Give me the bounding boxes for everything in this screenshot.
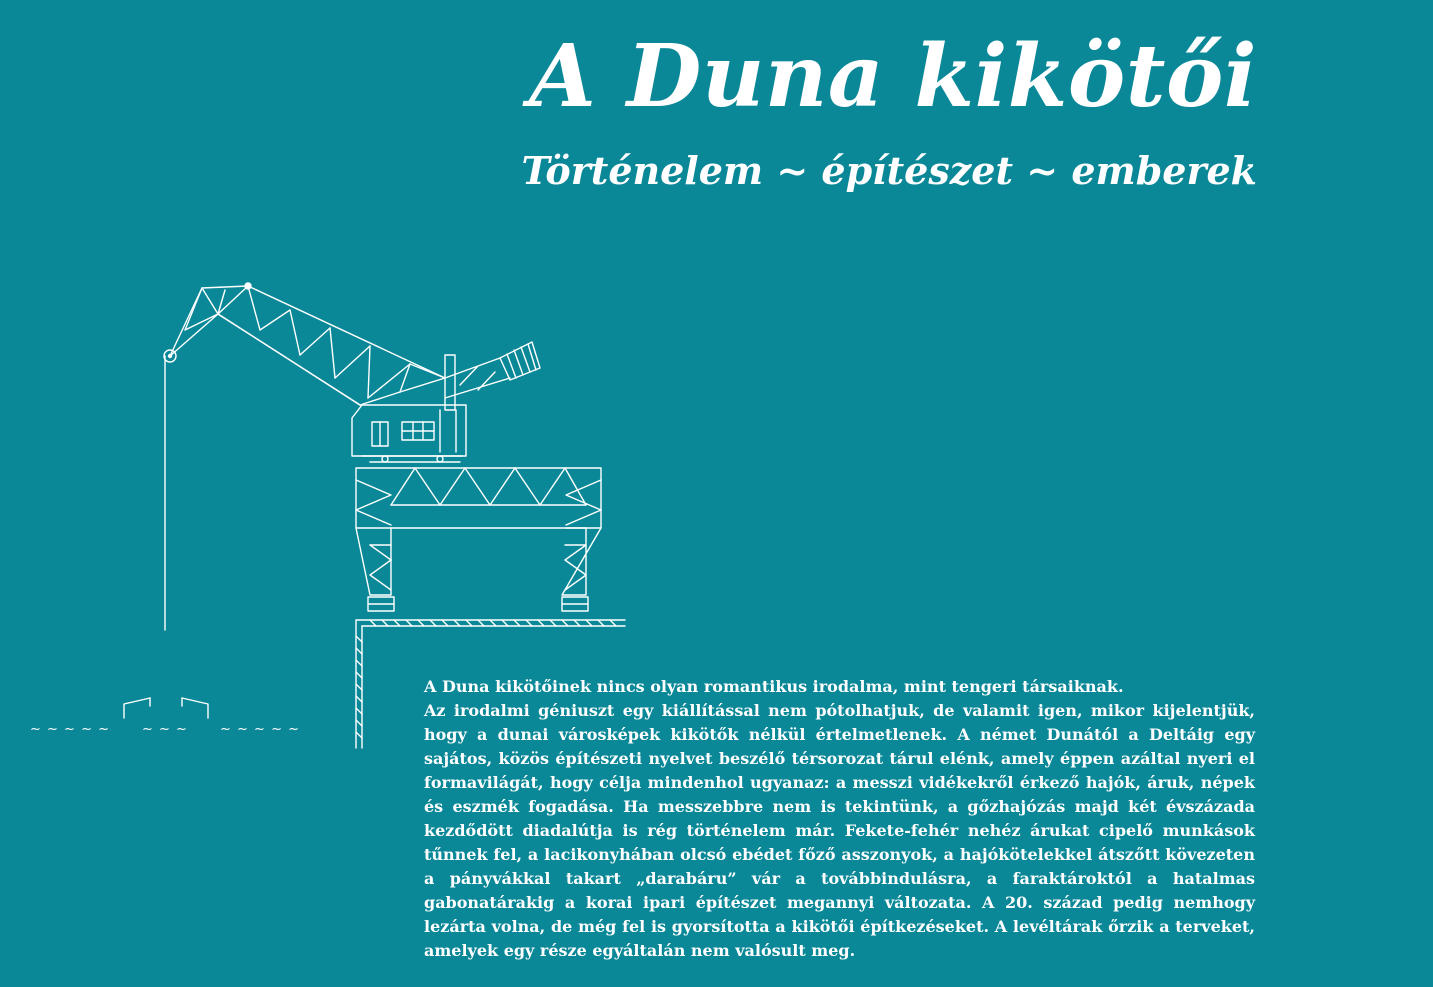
- grab-bucket: [124, 698, 208, 718]
- crane-jib: [170, 283, 445, 405]
- intro-paragraph-1: A Duna kikötőinek nincs olyan romantikus irodalma, mint tengeri társaiknak.: [424, 677, 1124, 696]
- hoist-rope: [164, 350, 176, 630]
- intro-paragraph-2: Az irodalmi géniuszt egy kiállítással nem pótolhatjuk, de valamit igen, mikor kijelentjük, hogy a dunai városképek kikötők nélkül értelmetlenek. A német Dunától a Deltáig egy sajátos, közös építészeti nyelvet beszélő térsorozat tárul elénk, amely éppen azáltal nyeri el formavilágát, hogy célja mindenhol ugyanaz: a messzi vidékekről érkező hajók, áruk, népek és eszmék fogadása. Ha messzebbre nem is tekintünk, a gőzhajózás majd két évszázada kezdődött diadalútja is rég történelem már. Fekete-fehér nehéz árukat cipelő munkások tűnnek fel, a lacikonyhában olcsó ebédet főző asszonyok, a hajókötelekkel átszőtt kövezeten a pányvákkal takart „darabáru” vár a továbbindulásra, a faraktároktól a hatalmas gabonatárakig a korai ipari építészet megannyi változata. A 20. század pedig nemhogy lezárta volna, de még fel is gyorsította a kikötői építkezéseket. A levéltárak őrzik a terveket, amelyek egy része egyáltalán nem valósult meg.: [424, 701, 1255, 960]
- intro-text: [424, 675, 1255, 963]
- water-surface: [30, 722, 320, 744]
- page-subtitle: Történelem ~ építészet ~ emberek: [521, 148, 1257, 193]
- water-wave-middle: ~ ~ ~: [142, 722, 188, 737]
- crane-counterweight: [445, 342, 540, 410]
- page-title: A Duna kikötői: [529, 26, 1257, 127]
- water-wave-right: ~ ~ ~ ~ ~: [220, 722, 300, 737]
- water-wave-left: ~ ~ ~ ~ ~: [30, 722, 110, 737]
- crane-cabin: [352, 405, 466, 462]
- crane-gantry: [356, 468, 601, 611]
